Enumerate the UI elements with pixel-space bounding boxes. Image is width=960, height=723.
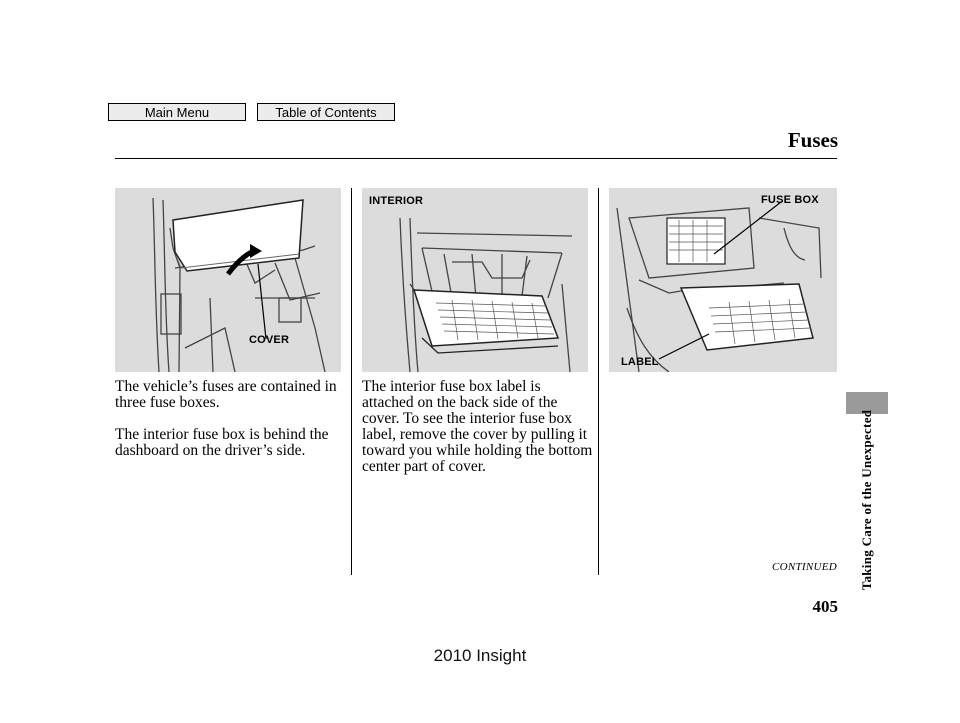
cover-illustration [115, 188, 341, 372]
fuse-box-callout: FUSE BOX [761, 194, 819, 206]
fuse-box-illustration [609, 188, 837, 372]
interior-illustration [362, 188, 588, 372]
page-number: 405 [812, 597, 838, 616]
main-menu-button[interactable]: Main Menu [108, 103, 246, 121]
table-of-contents-button[interactable]: Table of Contents [257, 103, 395, 121]
side-section-label: Taking Care of the Unexpected [859, 409, 874, 591]
interior-callout: INTERIOR [369, 195, 424, 207]
continued-note: CONTINUED [771, 561, 837, 573]
column-divider-left [351, 188, 352, 575]
header-rule [115, 158, 837, 159]
column-divider-right [598, 188, 599, 575]
body-paragraph-1: The vehicle’s fuses are contained in three fuse boxes. [115, 378, 337, 411]
label-callout: LABEL [621, 356, 659, 368]
cover-callout: COVER [249, 334, 290, 346]
body-paragraph-2: The interior fuse box is behind the dashboard on the driver’s side. [115, 426, 329, 459]
body-paragraph-3: The interior fuse box label is attached on the back side of the cover. To see the interior fuse box label, remove the cover by pulling it toward you while holding the bottom center part of cover. [362, 378, 593, 475]
section-title: Fuses [787, 128, 838, 152]
watermark: 2010 Insight [433, 646, 527, 665]
